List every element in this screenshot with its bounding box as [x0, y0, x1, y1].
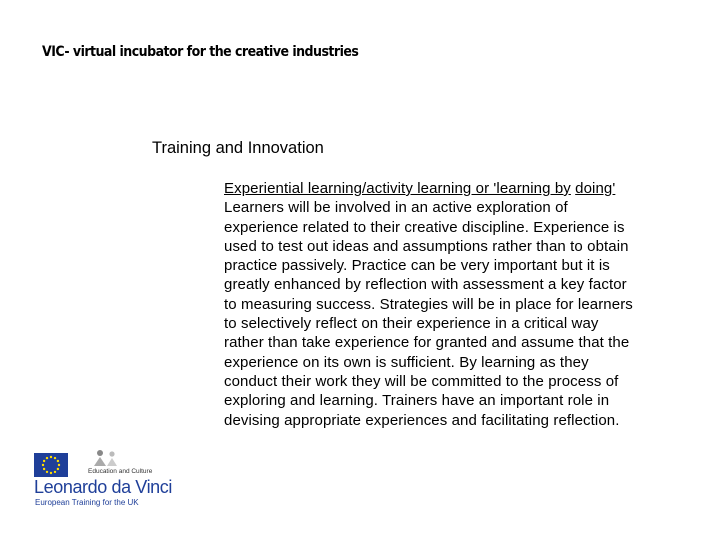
body-paragraph: [224, 179, 634, 430]
leonardo-da-vinci-logo: Leonardo da Vinci: [34, 477, 172, 497]
education-culture-caption: Education and Culture: [88, 468, 153, 475]
underlined-lead-2: doing': [575, 180, 616, 197]
figure-logo-icon: [90, 448, 170, 468]
section-title: Training and Innovation: [152, 139, 324, 157]
body-text: Learners will be involved in an active exploration of experience related to their creative discipline. Experience is used to test out ideas and assumptions rather than to obtain practice passively. Practice can be very important but it is greatly enhanced by reflection with assessment a key factor to measuring success. Strategies will be in place for learners to selectively reflect on their experience in a critical way rather than take experience for granted and assume that the experience on its own is sufficient. By learning as they conduct their work they will be committed to the process of exploring and learning. Trainers have an important role in devising appropriate experiences and facilitating reflection.: [224, 199, 633, 429]
eu-flag-icon: [34, 453, 68, 477]
header-title: VIC- virtual incubator for the creative industries: [42, 44, 359, 60]
underlined-lead-1: Experiential learning/activity learning or 'learning by: [224, 180, 571, 197]
eu-stars-icon: [34, 453, 68, 477]
footer-logos: [30, 448, 170, 510]
leonardo-da-vinci-subtitle: European Training for the UK: [35, 498, 139, 507]
